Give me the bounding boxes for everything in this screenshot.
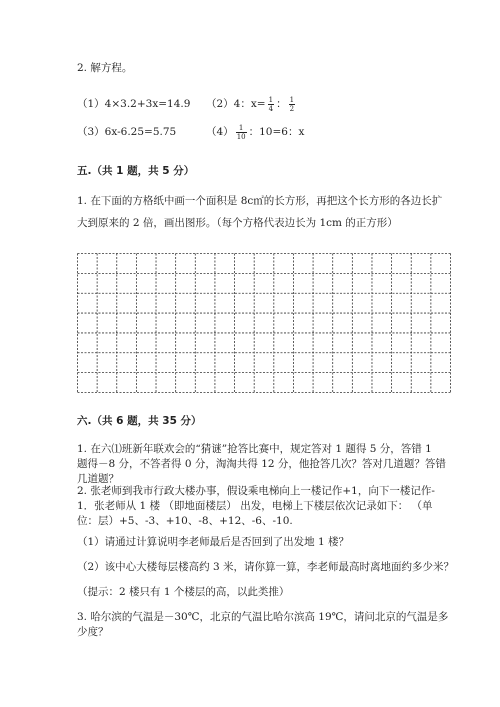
grid-paper[interactable] xyxy=(77,253,451,393)
equation-2 xyxy=(206,95,297,113)
equation-3: （3）6x-6.25=5.75 xyxy=(77,126,177,138)
section-5-title: 五.（共 1 题，共 5 分） xyxy=(77,165,195,177)
section-6-question-2-line-3: 位：层）+5、-3、+10、-8、+12、-6、-10. xyxy=(77,515,293,527)
equation-2-fraction-2 xyxy=(289,96,295,113)
equation-4 xyxy=(206,123,304,141)
equation-4-suffix: ：10=6：x xyxy=(248,126,305,138)
section-6-question-1-line-1: 1. 在六⑴班新年联欢会的“猜谜”抢答比赛中，规定答对 1 题得 5 分，答错 1 xyxy=(77,443,432,455)
equation-2-fraction-1 xyxy=(268,96,274,113)
section-5-question-1-line-2: 大到原来的 2 倍，画出图形。（每个方格代表边长为 1cm 的正方形） xyxy=(77,217,398,229)
section-6-question-2-sub-2: （2）该中心大楼每层楼高约 3 米，请你算一算，李老师最高时离地面约多少米？ xyxy=(77,561,455,573)
section-6-question-2-sub-1: （1）请通过计算说明李老师最后是否回到了出发地 1 楼？ xyxy=(77,536,350,548)
equation-4-prefix: （4） xyxy=(206,126,234,138)
section-6-question-3-line-1: 3. 哈尔滨的气温是－30℃，北京的气温比哈尔滨高 19℃，请问北京的气温是多 xyxy=(77,611,449,623)
section-6-question-2-line-2: 1．张老师从 1 楼 （即地面楼层） 出发，电梯上下楼层依次记录如下： （单 xyxy=(77,500,433,512)
equation-2-prefix: （2）4：x= xyxy=(206,98,266,110)
section-6-question-1-line-3: 几道题？ xyxy=(77,473,119,485)
section-5-question-1-line-1: 1. 在下面的方格纸中画一个面积是 8c㎡的长方形，再把这个长方形的各边长扩 xyxy=(77,195,443,207)
fraction-numerator: 1 xyxy=(268,95,274,104)
fraction-denominator: 10 xyxy=(236,132,246,141)
section-6-title: 六.（共 6 题，共 35 分） xyxy=(77,415,202,427)
section-6-question-2-hint: （提示：2 楼只有 1 个楼层的高，以此类推） xyxy=(77,586,290,598)
equation-2-separator: ： xyxy=(276,98,287,110)
equation-4-fraction xyxy=(236,124,247,141)
question-2-heading: 2. 解方程。 xyxy=(77,62,133,74)
section-6-question-1-line-2: 题得－8 分，不答者得 0 分，淘淘共得 12 分，他抢答几次？答对几道题？答错 xyxy=(77,458,446,470)
fraction-numerator: 1 xyxy=(289,95,295,104)
section-6-question-3-line-2: 少度？ xyxy=(77,626,109,638)
equation-1: （1）4×3.2+3x=14.9 xyxy=(77,98,191,110)
fraction-denominator: 4 xyxy=(268,104,274,113)
fraction-numerator: 1 xyxy=(236,124,247,133)
section-6-question-2-line-1: 2. 张老师到我市行政大楼办事，假设乘电梯向上一楼记作+1，向下一楼记作- xyxy=(77,485,435,497)
fraction-denominator: 2 xyxy=(289,104,295,113)
